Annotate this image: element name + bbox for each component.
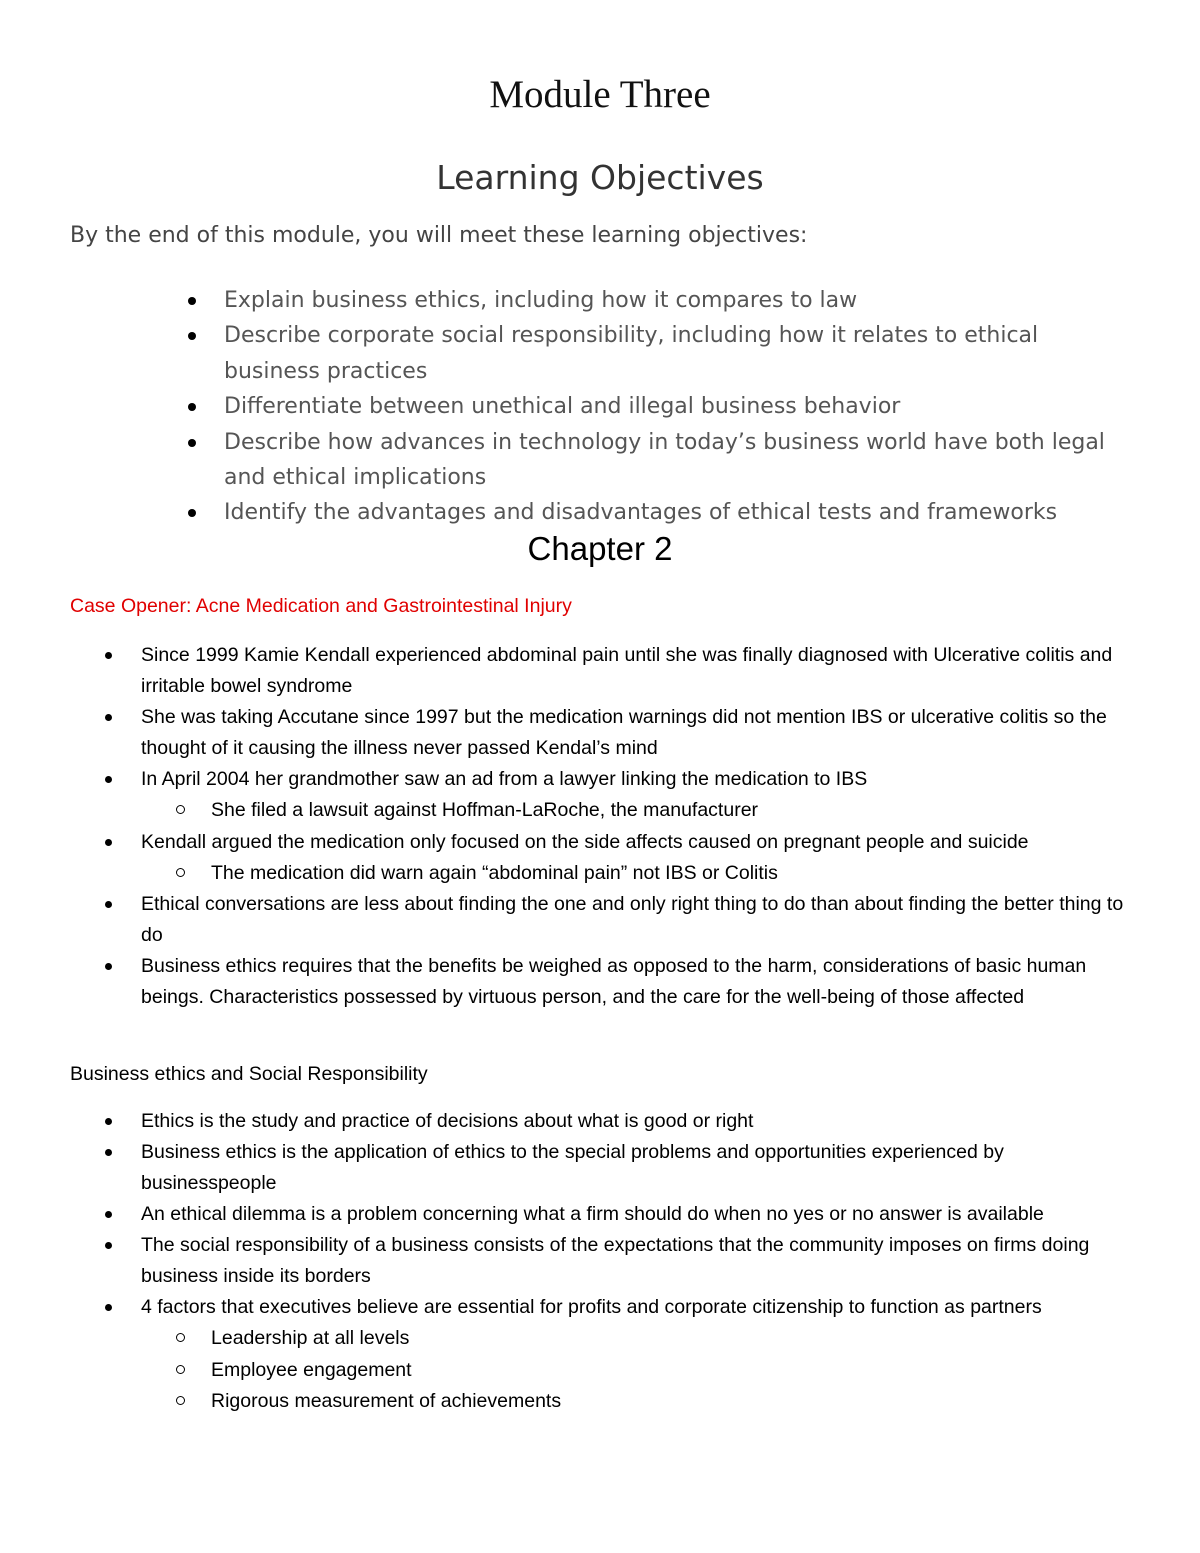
objectives-list [0,283,1140,531]
objective-item: Describe corporate social responsibility, including how it relates to ethical business practices [0,318,1140,389]
sub-list-item: Rigorous measurement of achievements [0,1386,1140,1418]
objectives-intro: By the end of this module, you will meet these learning objectives: [70,223,808,248]
list-item: The social responsibility of a business consists of the expectations that the community imposes on firms doing business inside its borders [0,1230,1140,1292]
list-item: Ethics is the study and practice of decisions about what is good or right [0,1106,1140,1137]
sub-list-item: She filed a lawsuit against Hoffman-LaRoche, the manufacturer [0,795,1140,827]
chapter-heading: Chapter 2 [527,530,673,567]
list-item: Business ethics requires that the benefits be weighed as opposed to the harm, considerations of basic human beings. Characteristics possessed by virtuous person, and the care for the well-being of those affected [0,951,1140,1013]
sub-list-item: Leadership at all levels [0,1323,1140,1355]
objective-item: Identify the advantages and disadvantages of ethical tests and frameworks [0,495,1140,530]
case-opener-list [0,640,1140,1013]
list-item: In April 2004 her grandmother saw an ad from a lawyer linking the medication to IBS [0,764,1140,795]
section-heading: Business ethics and Social Responsibility [70,1063,428,1085]
sub-list-item: Employee engagement [0,1355,1140,1387]
sub-list-item: The medication did warn again “abdominal pain” not IBS or Colitis [0,858,1140,890]
objective-item: Describe how advances in technology in today’s business world have both legal and ethical implications [0,425,1140,496]
list-item: 4 factors that executives believe are essential for profits and corporate citizenship to function as partners [0,1292,1140,1323]
list-item: She was taking Accutane since 1997 but the medication warnings did not mention IBS or ulcerative colitis so the thought of it causing the illness never passed Kendal’s mind [0,702,1140,764]
learning-objectives-heading: Learning Objectives [436,158,764,197]
list-item: Ethical conversations are less about finding the one and only right thing to do than about finding the better thing to do [0,889,1140,951]
section-list [0,1106,1140,1418]
list-item: An ethical dilemma is a problem concerning what a firm should do when no yes or no answer is available [0,1199,1140,1230]
module-title: Module Three [489,73,711,116]
list-item: Business ethics is the application of ethics to the special problems and opportunities experienced by businesspeople [0,1137,1140,1199]
objective-item: Explain business ethics, including how it compares to law [0,283,1140,318]
objective-item: Differentiate between unethical and illegal business behavior [0,389,1140,424]
list-item: Since 1999 Kamie Kendall experienced abdominal pain until she was finally diagnosed with Ulcerative colitis and irritable bowel syndrome [0,640,1140,702]
case-opener-heading: Case Opener: Acne Medication and Gastrointestinal Injury [70,595,572,617]
list-item: Kendall argued the medication only focused on the side affects caused on pregnant people and suicide [0,827,1140,858]
